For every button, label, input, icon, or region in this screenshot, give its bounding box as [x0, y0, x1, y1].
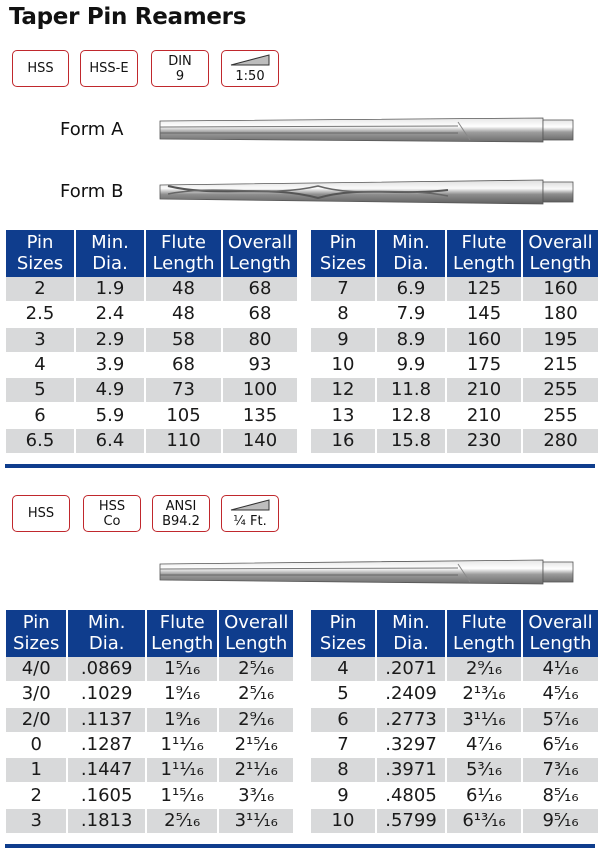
metric-table-right — [309, 230, 600, 454]
cell-min-dia: .1813 — [68, 809, 145, 834]
cell-pin-size: 4 — [311, 657, 375, 682]
cell-min-dia: 3.9 — [76, 353, 144, 378]
badge-label: HSS-E — [89, 61, 129, 76]
cell-min-dia: 2.4 — [76, 302, 144, 327]
badge-hss — [12, 50, 69, 87]
col-overall-length: Overall Length — [523, 230, 598, 277]
cell-min-dia: .3971 — [377, 758, 445, 783]
cell-pin-size: 2/0 — [6, 708, 66, 733]
table-row — [6, 657, 293, 682]
col-min-dia: Min. Dia. — [377, 610, 445, 657]
col-pin-sizes: Pin Sizes — [6, 230, 74, 277]
table-row — [311, 403, 598, 428]
table-row — [311, 302, 598, 327]
reamer-form-a-image — [158, 114, 578, 146]
cell-pin-size: 6.5 — [6, 429, 74, 454]
reamer-inch-image — [158, 556, 578, 588]
cell-overall-length: 80 — [223, 328, 297, 353]
cell-flute-length: 6¹⁄₁₆ — [447, 783, 521, 808]
badge-line2: 9 — [175, 68, 185, 84]
cell-min-dia: .1447 — [68, 758, 145, 783]
cell-min-dia: 6.4 — [76, 429, 144, 454]
cell-pin-size: 5 — [311, 682, 375, 707]
taper-icon — [230, 499, 270, 511]
cell-overall-length: 160 — [523, 277, 598, 302]
cell-overall-length: 7³⁄₁₆ — [523, 758, 598, 783]
col-flute-length: Flute Length — [146, 230, 221, 277]
cell-flute-length: 48 — [146, 277, 221, 302]
badge-taper-quarter-ft — [221, 495, 279, 532]
badge-hss-co — [83, 495, 141, 532]
col-min-dia: Min. Dia. — [377, 230, 445, 277]
cell-flute-length: 1¹¹⁄₁₆ — [147, 733, 218, 758]
cell-overall-length: 6⁵⁄₁₆ — [523, 733, 598, 758]
table-row — [6, 302, 297, 327]
col-overall-length: Overall Length — [223, 230, 297, 277]
badge-taper-1-50 — [221, 50, 279, 87]
table-header-row — [311, 230, 598, 277]
table-row — [311, 328, 598, 353]
cell-flute-length: 48 — [146, 302, 221, 327]
col-flute-length: Flute Length — [447, 230, 521, 277]
cell-flute-length: 210 — [447, 378, 521, 403]
cell-flute-length: 5³⁄₁₆ — [447, 758, 521, 783]
cell-min-dia: .3297 — [377, 733, 445, 758]
cell-min-dia: 15.8 — [377, 429, 445, 454]
table-row — [311, 783, 598, 808]
cell-flute-length: 105 — [146, 403, 221, 428]
col-min-dia: Min. Dia. — [76, 230, 144, 277]
cell-min-dia: .2409 — [377, 682, 445, 707]
cell-overall-length: 8⁵⁄₁₆ — [523, 783, 598, 808]
table-row — [311, 758, 598, 783]
cell-overall-length: 255 — [523, 378, 598, 403]
table-row — [6, 708, 293, 733]
table-row — [6, 378, 297, 403]
section-divider — [5, 844, 595, 848]
cell-flute-length: 175 — [447, 353, 521, 378]
cell-overall-length: 9⁵⁄₁₆ — [523, 809, 598, 834]
cell-pin-size: 4 — [6, 353, 74, 378]
cell-pin-size: 6 — [6, 403, 74, 428]
cell-flute-length: 110 — [146, 429, 221, 454]
col-flute-length: Flute Length — [147, 610, 218, 657]
section-divider — [5, 464, 595, 468]
cell-overall-length: 2⁵⁄₁₆ — [219, 657, 293, 682]
cell-overall-length: 3³⁄₁₆ — [219, 783, 293, 808]
cell-overall-length: 2⁵⁄₁₆ — [219, 682, 293, 707]
cell-flute-length: 73 — [146, 378, 221, 403]
cell-flute-length: 160 — [447, 328, 521, 353]
cell-overall-length: 4¹⁄₁₆ — [523, 657, 598, 682]
table-row — [311, 277, 598, 302]
col-pin-sizes: Pin Sizes — [311, 230, 375, 277]
cell-pin-size: 8 — [311, 758, 375, 783]
cell-overall-length: 2¹¹⁄₁₆ — [219, 758, 293, 783]
cell-overall-length: 2⁹⁄₁₆ — [219, 708, 293, 733]
cell-overall-length: 140 — [223, 429, 297, 454]
cell-pin-size: 2 — [6, 277, 74, 302]
cell-overall-length: 2¹⁵⁄₁₆ — [219, 733, 293, 758]
page-title: Taper Pin Reamers — [9, 4, 247, 30]
cell-pin-size: 9 — [311, 783, 375, 808]
cell-flute-length: 145 — [447, 302, 521, 327]
col-flute-length: Flute Length — [447, 610, 521, 657]
table-row — [6, 783, 293, 808]
badge-line1: HSS — [98, 498, 126, 514]
table-row — [6, 733, 293, 758]
cell-pin-size: 3 — [6, 328, 74, 353]
reamer-form-b-image — [158, 176, 578, 208]
cell-overall-length: 195 — [523, 328, 598, 353]
cell-min-dia: .1137 — [68, 708, 145, 733]
cell-flute-length: 125 — [447, 277, 521, 302]
cell-flute-length: 1⁹⁄₁₆ — [147, 708, 218, 733]
badge-label: HSS — [27, 61, 54, 76]
cell-flute-length: 58 — [146, 328, 221, 353]
cell-flute-length: 1¹⁵⁄₁₆ — [147, 783, 218, 808]
cell-overall-length: 215 — [523, 353, 598, 378]
table-row — [311, 657, 598, 682]
cell-min-dia: 11.8 — [377, 378, 445, 403]
badge-ansi-b94-2 — [152, 495, 210, 532]
cell-min-dia: .4805 — [377, 783, 445, 808]
table-row — [6, 758, 293, 783]
cell-pin-size: 2.5 — [6, 302, 74, 327]
cell-overall-length: 93 — [223, 353, 297, 378]
cell-overall-length: 280 — [523, 429, 598, 454]
table-row — [6, 328, 297, 353]
cell-overall-length: 5⁷⁄₁₆ — [523, 708, 598, 733]
cell-flute-length: 2⁵⁄₁₆ — [147, 809, 218, 834]
cell-flute-length: 1⁹⁄₁₆ — [147, 682, 218, 707]
cell-overall-length: 4⁵⁄₁₆ — [523, 682, 598, 707]
cell-pin-size: 8 — [311, 302, 375, 327]
cell-pin-size: 4/0 — [6, 657, 66, 682]
table-row — [6, 809, 293, 834]
metric-table-left — [4, 230, 299, 454]
cell-pin-size: 16 — [311, 429, 375, 454]
table-header-row — [6, 610, 293, 657]
inch-table-left — [4, 610, 295, 834]
badge-label: HSS — [27, 506, 55, 521]
cell-min-dia: .0869 — [68, 657, 145, 682]
cell-min-dia: 9.9 — [377, 353, 445, 378]
cell-overall-length: 68 — [223, 302, 297, 327]
cell-pin-size: 6 — [311, 708, 375, 733]
cell-min-dia: .1605 — [68, 783, 145, 808]
cell-min-dia: 7.9 — [377, 302, 445, 327]
form-a-label: Form A — [60, 119, 124, 140]
cell-flute-length: 210 — [447, 403, 521, 428]
cell-pin-size: 7 — [311, 733, 375, 758]
cell-flute-length: 4⁷⁄₁₆ — [447, 733, 521, 758]
table-row — [311, 809, 598, 834]
cell-flute-length: 6¹³⁄₁₆ — [447, 809, 521, 834]
cell-pin-size: 1 — [6, 758, 66, 783]
table-row — [6, 403, 297, 428]
cell-overall-length: 135 — [223, 403, 297, 428]
badge-line1: ANSI — [165, 498, 197, 514]
col-pin-sizes: Pin Sizes — [311, 610, 375, 657]
col-overall-length: Overall Length — [219, 610, 293, 657]
badge-line1: DIN — [168, 53, 192, 69]
cell-min-dia: 4.9 — [76, 378, 144, 403]
cell-min-dia: .1287 — [68, 733, 145, 758]
cell-min-dia: .1029 — [68, 682, 145, 707]
cell-min-dia: 8.9 — [377, 328, 445, 353]
cell-pin-size: 3/0 — [6, 682, 66, 707]
table-row — [6, 429, 297, 454]
table-row — [311, 378, 598, 403]
cell-flute-length: 2⁹⁄₁₆ — [447, 657, 521, 682]
badge-hss — [12, 495, 70, 532]
cell-overall-length: 255 — [523, 403, 598, 428]
table-row — [311, 429, 598, 454]
cell-flute-length: 230 — [447, 429, 521, 454]
col-overall-length: Overall Length — [523, 610, 598, 657]
form-b-label: Form B — [60, 181, 124, 202]
cell-overall-length: 68 — [223, 277, 297, 302]
cell-pin-size: 3 — [6, 809, 66, 834]
cell-min-dia: .2071 — [377, 657, 445, 682]
table-row — [6, 277, 297, 302]
table-row — [311, 353, 598, 378]
cell-overall-length: 100 — [223, 378, 297, 403]
table-row — [6, 353, 297, 378]
table-row — [311, 682, 598, 707]
cell-min-dia: 5.9 — [76, 403, 144, 428]
badge-line2: Co — [103, 513, 121, 529]
cell-pin-size: 12 — [311, 378, 375, 403]
cell-flute-length: 2¹³⁄₁₆ — [447, 682, 521, 707]
cell-min-dia: .2773 — [377, 708, 445, 733]
badge-line2: B94.2 — [162, 513, 200, 529]
cell-overall-length: 180 — [523, 302, 598, 327]
taper-icon — [230, 54, 270, 66]
cell-pin-size: 2 — [6, 783, 66, 808]
col-pin-sizes: Pin Sizes — [6, 610, 66, 657]
cell-pin-size: 10 — [311, 353, 375, 378]
cell-pin-size: 13 — [311, 403, 375, 428]
cell-pin-size: 9 — [311, 328, 375, 353]
cell-flute-length: 1¹¹⁄₁₆ — [147, 758, 218, 783]
cell-flute-length: 3¹¹⁄₁₆ — [447, 708, 521, 733]
col-min-dia: Min. Dia. — [68, 610, 145, 657]
table-row — [311, 733, 598, 758]
cell-min-dia: 6.9 — [377, 277, 445, 302]
cell-pin-size: 5 — [6, 378, 74, 403]
badge-line1: ¼ Ft. — [233, 513, 267, 529]
badge-din-9 — [151, 50, 209, 87]
cell-min-dia: .5799 — [377, 809, 445, 834]
badge-hss-e — [80, 50, 138, 87]
inch-table-right — [309, 610, 600, 834]
cell-pin-size: 0 — [6, 733, 66, 758]
badge-line1: 1:50 — [235, 68, 265, 84]
cell-flute-length: 1⁵⁄₁₆ — [147, 657, 218, 682]
cell-flute-length: 68 — [146, 353, 221, 378]
table-header-row — [311, 610, 598, 657]
table-row — [6, 682, 293, 707]
cell-min-dia: 12.8 — [377, 403, 445, 428]
cell-min-dia: 1.9 — [76, 277, 144, 302]
cell-min-dia: 2.9 — [76, 328, 144, 353]
cell-pin-size: 10 — [311, 809, 375, 834]
table-header-row — [6, 230, 297, 277]
cell-overall-length: 3¹¹⁄₁₆ — [219, 809, 293, 834]
table-row — [311, 708, 598, 733]
cell-pin-size: 7 — [311, 277, 375, 302]
